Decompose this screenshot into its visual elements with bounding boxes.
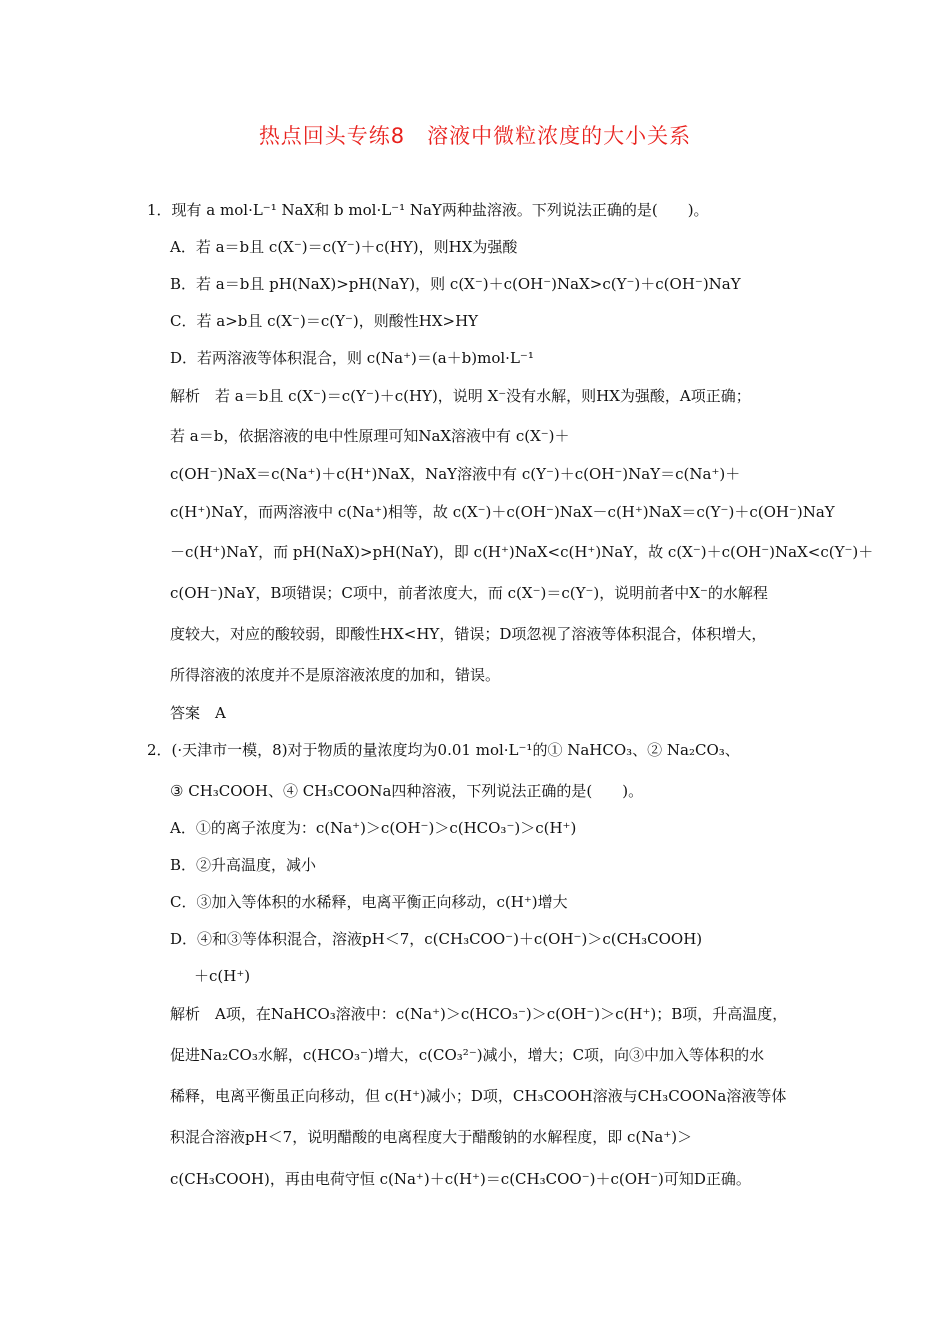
q1-stem: 1．现有 a mol·L⁻¹ NaX和 b mol·L⁻¹ NaY两种盐溶液。下列说法正确的是( )。 (147, 201, 709, 219)
q1-option-c: C．若 a>b且 c(X⁻)＝c(Y⁻)，则酸性HX>HY (170, 312, 479, 330)
q1-analysis-line: －c(H⁺)NaY，而 pH(NaX)>pH(NaY)，即 c(H⁺)NaX<c(H⁺)NaY，故 c(X⁻)＋c(OH⁻)NaX<c(Y⁻)＋ (170, 543, 874, 561)
q1-analysis-line: 若 a＝b，依据溶液的电中性原理可知NaX溶液中有 c(X⁻)＋ (170, 427, 570, 445)
q2-option-d-continued: ＋c(H⁺) (194, 967, 251, 985)
q1-analysis-line: 解析 若 a＝b且 c(X⁻)＝c(Y⁻)＋c(HY)，说明 X⁻没有水解，则HX为强酸，A项正确； (170, 387, 751, 405)
q2-stem-line: 2．(·天津市一模，8)对于物质的量浓度均为0.01 mol·L⁻¹的① NaHCO₃、② Na₂CO₃、 (147, 741, 740, 759)
q1-analysis-line: c(OH⁻)NaX＝c(Na⁺)＋c(H⁺)NaX，NaY溶液中有 c(Y⁻)＋c(OH⁻)NaY＝c(Na⁺)＋ (170, 465, 741, 483)
q1-analysis-line: 度较大，对应的酸较弱，即酸性HX<HY，错误；D项忽视了溶液等体积混合，体积增大， (170, 625, 767, 643)
q2-analysis-line: 促进Na₂CO₃水解，c(HCO₃⁻)增大，c(CO₃²⁻)减小，增大；C项，向③中加入等体积的水 (170, 1046, 765, 1064)
q1-option-a: A．若 a＝b且 c(X⁻)＝c(Y⁻)＋c(HY)，则HX为强酸 (170, 238, 518, 256)
q1-answer: 答案 A (170, 704, 226, 722)
q2-analysis-line: 积混合溶液pH＜7，说明醋酸的电离程度大于醋酸钠的水解程度，即 c(Na⁺)＞ (170, 1128, 693, 1146)
q2-option-a: A．①的离子浓度为：c(Na⁺)＞c(OH⁻)＞c(HCO₃⁻)＞c(H⁺) (170, 819, 577, 837)
q2-analysis-line: 稀释，电离平衡虽正向移动，但 c(H⁺)减小；D项，CH₃COOH溶液与CH₃COONa溶液等体 (170, 1087, 787, 1105)
q2-stem-line: ③ CH₃COOH、④ CH₃COONa四种溶液，下列说法正确的是( )。 (170, 782, 644, 800)
page-title: 热点回头专练8 溶液中微粒浓度的大小关系 (258, 124, 692, 148)
q1-option-d: D．若两溶液等体积混合，则 c(Na⁺)＝(a＋b)mol·L⁻¹ (170, 349, 534, 367)
q2-analysis-line: c(CH₃COOH)，再由电荷守恒 c(Na⁺)＋c(H⁺)＝c(CH₃COO⁻)＋c(OH⁻)可知D正确。 (170, 1170, 751, 1188)
q2-option-b: B．②升高温度，减小 (170, 856, 317, 874)
q2-option-c: C．③加入等体积的水稀释，电离平衡正向移动，c(H⁺)增大 (170, 893, 568, 911)
q1-analysis-line: c(H⁺)NaY，而两溶液中 c(Na⁺)相等，故 c(X⁻)＋c(OH⁻)NaX－c(H⁺)NaX＝c(Y⁻)＋c(OH⁻)NaY (170, 503, 835, 521)
q2-option-d: D．④和③等体积混合，溶液pH＜7，c(CH₃COO⁻)＋c(OH⁻)＞c(CH₃COOH) (170, 930, 703, 948)
q1-analysis-line: 所得溶液的浓度并不是原溶液浓度的加和，错误。 (170, 666, 501, 684)
q2-analysis-line: 解析 A项，在NaHCO₃溶液中：c(Na⁺)＞c(HCO₃⁻)＞c(OH⁻)＞c(H⁺)；B项，升高温度， (170, 1005, 788, 1023)
q1-analysis-line: c(OH⁻)NaY，B项错误；C项中，前者浓度大，而 c(X⁻)＝c(Y⁻)，说明前者中X⁻的水解程 (170, 584, 768, 602)
q1-option-b: B．若 a＝b且 pH(NaX)>pH(NaY)，则 c(X⁻)＋c(OH⁻)NaX>c(Y⁻)＋c(OH⁻)NaY (170, 275, 741, 293)
